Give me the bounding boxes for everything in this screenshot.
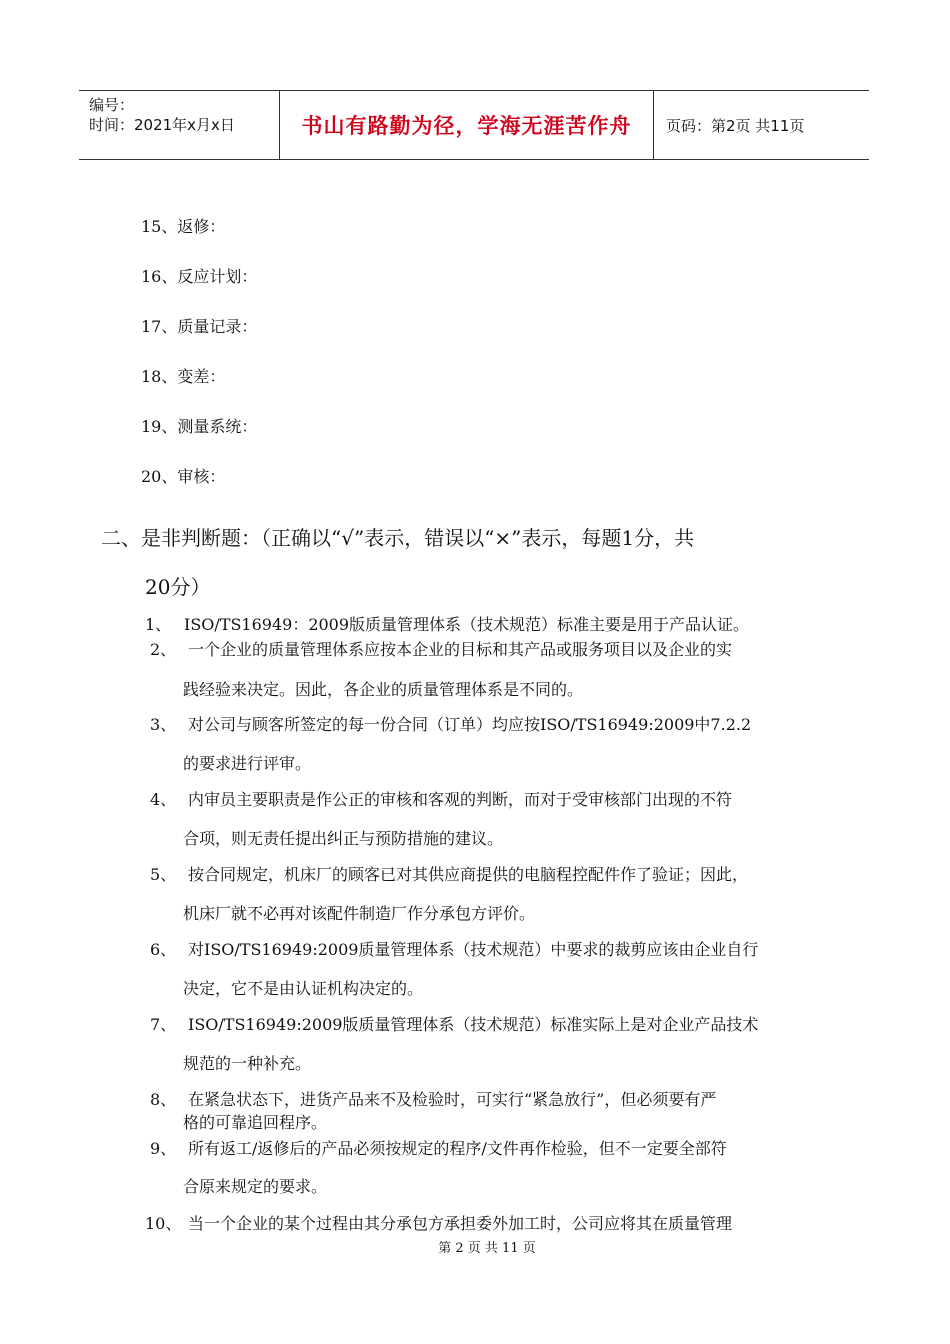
definition-item: 19、测量系统： <box>141 417 258 436</box>
header-page-label: 页码：第2页 共11页 <box>666 116 805 135</box>
question-number: 10、 <box>145 1214 182 1233</box>
question-text-cont: 合原来规定的要求。 <box>183 1177 328 1196</box>
question-text-cont: 格的可靠追回程序。 <box>183 1113 328 1132</box>
time-label: 时间：2021年x月x日 <box>89 116 235 134</box>
question-text-cont: 机床厂就不必再对该配件制造厂作分承包方评价。 <box>183 904 536 923</box>
question-text-cont: 规范的一种补充。 <box>183 1054 312 1073</box>
definition-item: 18、变差： <box>141 367 226 386</box>
question-text: ISO/TS16949：2009版质量管理体系（技术规范）标准主要是用于产品认证。 <box>184 615 750 634</box>
question-text: 内审员主要职责是作公正的审核和客观的判断，而对于受审核部门出现的不符 <box>188 790 733 809</box>
question-text: 对ISO/TS16949:2009质量管理体系（技术规范）中要求的裁剪应该由企业自行 <box>188 940 759 959</box>
question-text-cont: 合项，则无责任提出纠正与预防措施的建议。 <box>183 829 504 848</box>
question-text-cont: 决定，它不是由认证机构决定的。 <box>183 979 424 998</box>
header-meta <box>79 91 280 159</box>
question-text: 当一个企业的某个过程由其分承包方承担委外加工时，公司应将其在质量管理 <box>188 1214 733 1233</box>
question-text: 所有返工/返修后的产品必须按规定的程序/文件再作检验，但不一定要全部符 <box>188 1139 727 1158</box>
question-text: 一个企业的质量管理体系应按本企业的目标和其产品或服务项目以及企业的实 <box>188 640 733 659</box>
definition-item: 16、反应计划： <box>141 267 258 286</box>
question-number: 3、 <box>150 715 177 734</box>
question-number: 5、 <box>150 865 177 884</box>
question-number: 2、 <box>150 640 177 659</box>
question-text: 按合同规定，机床厂的顾客已对其供应商提供的电脑程控配件作了验证；因此， <box>188 865 749 884</box>
question-text-cont: 的要求进行评审。 <box>183 754 312 773</box>
section-heading: 二、是非判断题：（正确以“√”表示，错误以“×”表示，每题1分，共 <box>101 526 695 550</box>
definition-item: 20、审核： <box>141 467 226 486</box>
question-text: 在紧急状态下，进货产品来不及检验时，可实行“紧急放行”，但必须要有严 <box>188 1090 717 1109</box>
document-header <box>79 90 869 160</box>
question-text: 对公司与顾客所签定的每一份合同（订单）均应按ISO/TS16949:2009中7.2.2 <box>188 715 752 734</box>
question-text: ISO/TS16949:2009版质量管理体系（技术规范）标准实际上是对企业产品技术 <box>188 1015 759 1034</box>
question-number: 8、 <box>150 1090 177 1109</box>
definition-item: 15、返修： <box>141 217 226 236</box>
question-number: 9、 <box>150 1139 177 1158</box>
question-number: 7、 <box>150 1015 177 1034</box>
question-number: 6、 <box>150 940 177 959</box>
question-number: 4、 <box>150 790 177 809</box>
question-number: 1、 <box>145 615 172 634</box>
number-label: 编号： <box>89 96 135 114</box>
section-heading-cont: 20分） <box>145 575 211 599</box>
header-motto: 书山有路勤为径，学海无涯苦作舟 <box>280 91 654 159</box>
page-footer: 第 2 页 共 11 页 <box>438 1241 536 1256</box>
definition-item: 17、质量记录： <box>141 317 258 336</box>
question-text-cont: 践经验来决定。因此，各企业的质量管理体系是不同的。 <box>183 680 584 699</box>
